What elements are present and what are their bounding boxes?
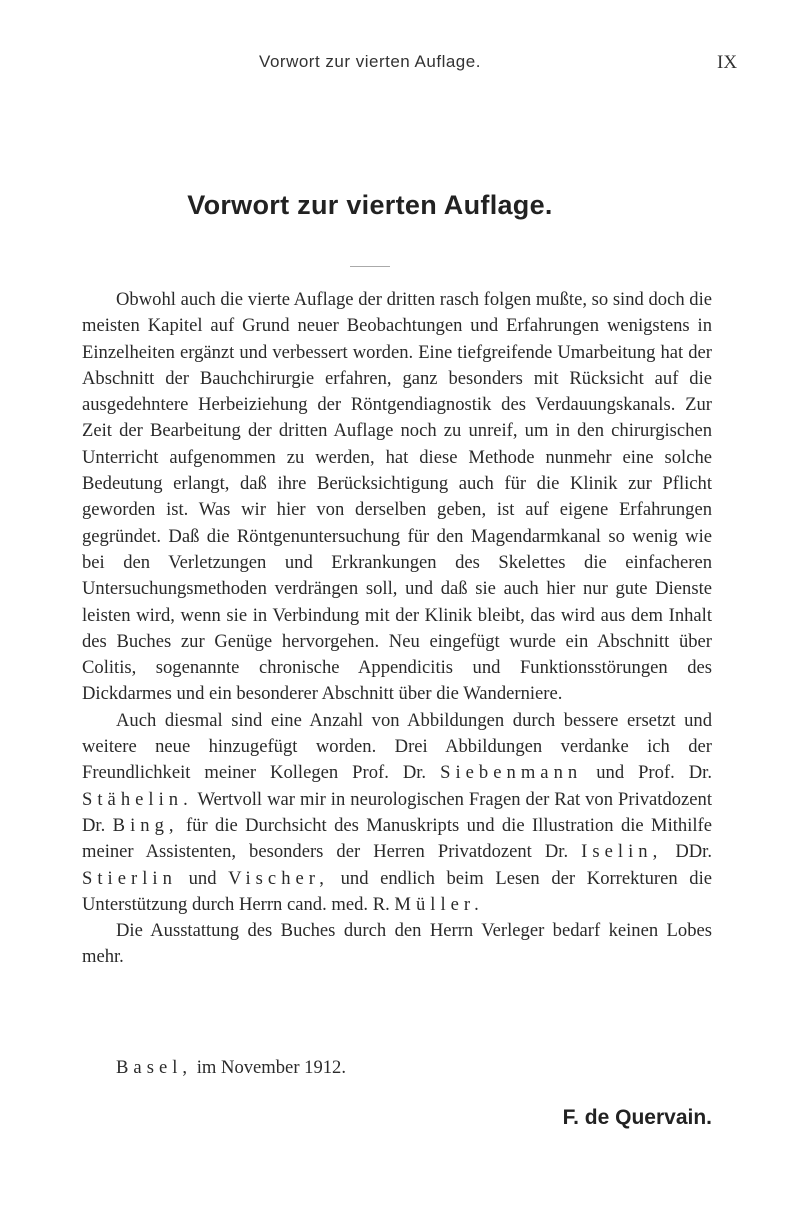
paragraph-1: Obwohl auch die vierte Auflage der dritten rasch folgen mußte, so sind doch die meisten Kapitel auf Grund neuer Beobachtungen und Erfahrungen wenigstens in Einzelheiten ergänzt und verbessert worden. Eine tiefgreifende Umarbeitung hat der Abschnitt der Bauchchirurgie erfahren, ganz besonders mit Rücksicht auf die ausgedehntere Herbeiziehung der Röntgendiagnostik des Verdauungskanals. Zur Zeit der Bearbeitung der dritten Auflage noch zu unreif, um in den chirurgischen Unterricht aufgenommen zu werden, hat diese Methode nunmehr eine solche Bedeutung erlangt, daß ihre Berücksichtigung auch für die Klinik zur Pflicht geworden ist. Was wir hier von derselben geben, ist auf eigene Erfahrungen gegründet. Daß die Röntgenuntersuchung für den Magendarmkanal so wenig wie bei den Verletzungen und Erkrankungen des Skelettes die einfacheren Untersuchungsmethoden verdrängen soll, und daß sie auch hier nur gute Dienste leisten wird, wenn sie in Verbindung mit der Klinik bleibt, das wird aus dem Inhalt des Buches zur Genüge hervorgehen. Neu eingefügt wurde ein Abschnitt über Colitis, sogenannte chronische Appendicitis und Funktionsstörungen des Dickdarmes und ein besonderer Abschnitt über die Wanderniere. <box>82 289 712 705</box>
preface-body <box>82 287 712 971</box>
place: Basel, <box>116 1057 193 1078</box>
name-staehelin: Stähelin. <box>82 788 193 810</box>
paragraph-2-text-3: Wertvoll war mir in neurologischen Fragen der Rat von Privatdozent Dr. <box>82 788 713 836</box>
name-mueller: Müller. <box>394 893 484 915</box>
date: im November 1912. <box>196 1057 346 1078</box>
name-bing: Bing, <box>112 814 179 836</box>
paragraph-2 <box>82 708 712 918</box>
name-stierlin: Stierlin <box>82 867 177 889</box>
page-title: Vorwort zur vierten Auflage. <box>187 190 553 220</box>
paragraph-2-text-1: Auch diesmal sind eine Anzahl von Abbildungen durch bessere ersetzt und weitere neue hinzugefügt worden. Drei Abbildungen verdanke ich der Freundlichkeit meiner Kollegen Prof. Dr. <box>82 709 712 784</box>
paragraph-2-text-5: DDr. <box>675 841 712 863</box>
name-siebenmann: Siebenmann <box>440 762 583 784</box>
paragraph-2-text-6: und <box>188 867 217 889</box>
name-iselin: Iselin, <box>581 841 663 863</box>
paragraph-2-text-2: und Prof. Dr. <box>596 762 712 784</box>
paragraph-3: Die Ausstattung des Buches durch den Herrn Verleger bedarf keinen Lobes mehr. <box>82 920 712 968</box>
title-divider <box>350 266 390 267</box>
running-title: Vorwort zur vierten Auflage. <box>259 52 481 71</box>
running-head <box>0 52 800 78</box>
place-date <box>116 1057 346 1079</box>
page-number: IX <box>717 52 738 73</box>
paragraph-2-text-4: für die Durchsicht des Manuskripts und die Illustration die Mithilfe meiner Assistenten, besonders der Herren Privatdozent Dr. <box>82 814 712 863</box>
author-signature: F. de Quervain. <box>562 1106 712 1129</box>
name-vischer: Vischer, <box>228 867 329 889</box>
paragraph-2-text-7: und endlich beim Lesen der Korrekturen die Unterstützung durch Herrn cand. med. R. <box>82 867 712 915</box>
